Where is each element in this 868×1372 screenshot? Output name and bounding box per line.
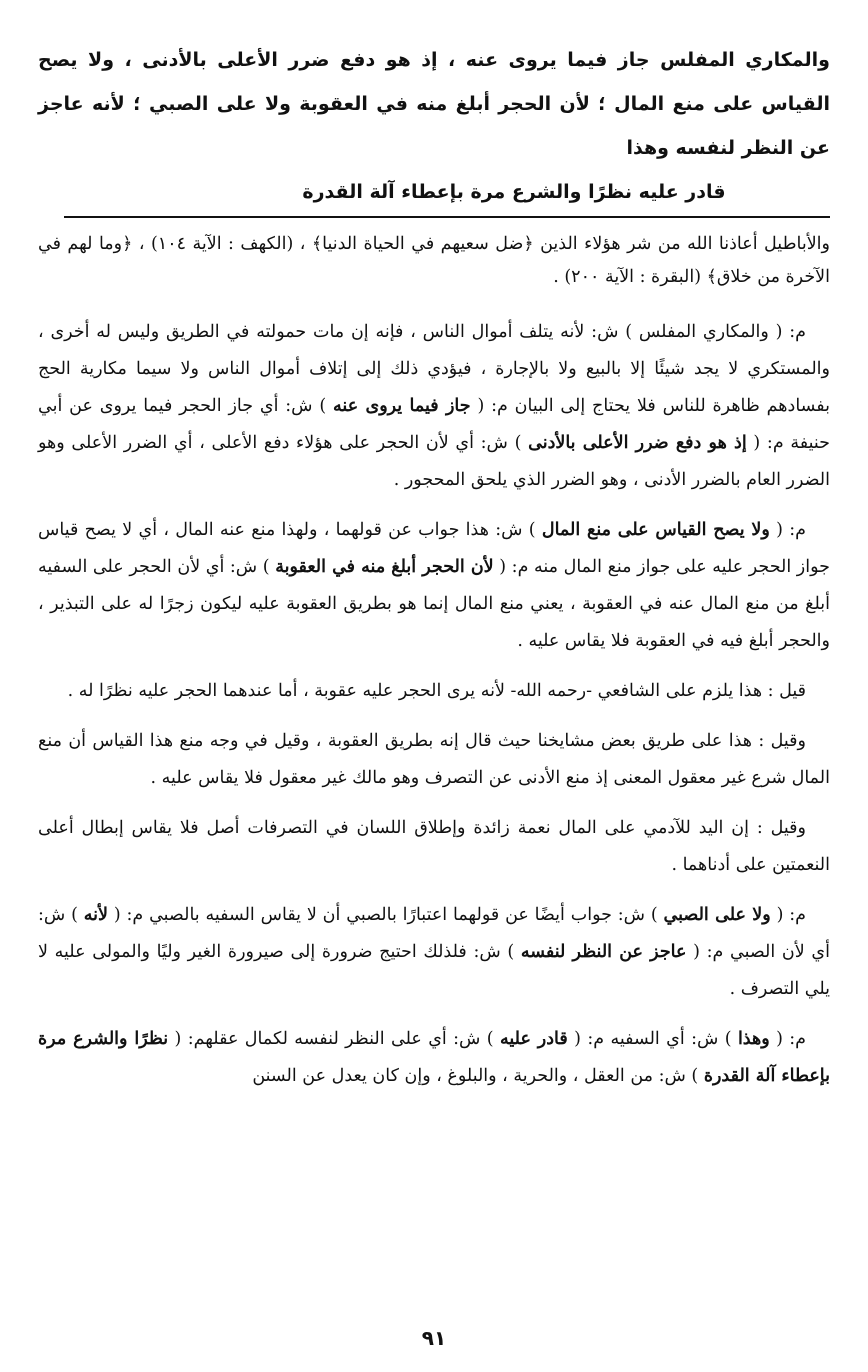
main-text-body: والمكاري المفلس جاز فيما يروى عنه ، إذ هو دفع ضرر الأعلى بالأدنى ، ولا يصح القياس على منع المال ؛ لأن الحجر أبلغ منه في العقوبة ولا على الصبي ؛ لأنه عاجز عن النظر لنفسه وهذا bbox=[38, 49, 830, 159]
matn-quote: وهذا bbox=[737, 1029, 770, 1049]
matn-quote: ولا على الصبي bbox=[663, 905, 771, 925]
commentary-text: ) ش: هذا جواب عن قولهما ، ولهذا منع عنه المال ، أي لا يصح قياس جواز الحجر عليه على جواز منع المال منه م: ( bbox=[38, 520, 830, 577]
matn-quote: لأن الحجر أبلغ منه في العقوبة bbox=[275, 557, 494, 577]
page-number: ٩١ bbox=[421, 1326, 447, 1350]
footnote-divider bbox=[64, 216, 830, 218]
commentary-paragraph-1 bbox=[38, 314, 830, 499]
commentary-text: ) ش: أي لأن الصبي م: ( bbox=[38, 905, 830, 962]
commentary bbox=[38, 314, 830, 1108]
main-text bbox=[38, 38, 830, 214]
commentary-text: ) ش: أي جاز الحجر فيما يروى عن أبي حنيفة م: ( bbox=[38, 396, 830, 453]
commentary-text: ) ش: أي السفيه م: ( bbox=[574, 1029, 732, 1049]
commentary-text: ) ش: فلذلك احتيج ضرورة إلى صيرورة الغير وليًا والمولى عليه لا يلي التصرف . bbox=[38, 942, 830, 999]
matn-quote: قادر عليه bbox=[500, 1029, 568, 1049]
commentary-text: م: ( والمكاري المفلس ) ش: لأنه يتلف أموال الناس ، فإنه إن مات حمولته في الطريق وليس له أخرى ، والمستكري لا يجد شيئًا إلا بالبيع ولا بالإجارة ، فيؤدي ذلك إلى إتلاف أموال الناس ولا سيما مكارية الحج بفسادهم ظاهرة للناس فلا يحتاج إلى البيان م: ( bbox=[38, 322, 830, 416]
matn-quote: ولا يصح القياس على منع المال bbox=[541, 520, 770, 540]
commentary-paragraph-7 bbox=[38, 1021, 830, 1095]
book-page bbox=[38, 38, 830, 1350]
matn-quote: لأنه bbox=[83, 905, 108, 925]
commentary-paragraph-5: وقيل : إن اليد للآدمي على المال نعمة زائدة وإطلاق اللسان في التصرفات أصل فلا يقاس إبطال أعلى النعمتين على أدناهما . bbox=[38, 818, 830, 875]
commentary-text: م: ( bbox=[776, 905, 806, 925]
commentary-text: م: ( bbox=[776, 520, 806, 540]
commentary-paragraph-3: قيل : هذا يلزم على الشافعي -رحمه الله- لأنه يرى الحجر عليه عقوبة ، أما عندهما الحجر عليه نظرًا له . bbox=[67, 681, 806, 701]
commentary-paragraph-2 bbox=[38, 512, 830, 660]
commentary-text: ) ش: أي لأن الحجر على السفيه أبلغ من منع المال عنه في العقوبة ، يعني منع المال إنما هو بطريق العقوبة عليه ليكون زجرًا له على التبذير ، والحجر أبلغ فيه في العقوبة فلا يقاس عليه . bbox=[38, 557, 830, 651]
matn-quote: جاز فيما يروى عنه bbox=[333, 396, 471, 416]
commentary-text: م: ( bbox=[776, 1029, 806, 1049]
commentary-text: ) ش: جواب أيضًا عن قولهما اعتبارًا بالصبي أن لا يقاس السفيه بالصبي م: ( bbox=[113, 905, 658, 925]
matn-quote: نظرًا والشرع مرة بإعطاء آلة القدرة bbox=[38, 1029, 830, 1086]
commentary-text: ) ش: من العقل ، والحرية ، والبلوغ ، وإن كان يعدل عن السنن bbox=[252, 1066, 699, 1086]
commentary-paragraph-4: وقيل : هذا على طريق بعض مشايخنا حيث قال إنه بطريق العقوبة ، وقيل في وجه منع هذا القياس أن منع المال شرع غير معقول المعنى إذ منع الأدنى عن التصرف وهو مالك غير معقول فلا يقاس عليه . bbox=[38, 731, 830, 788]
footnote: والأباطيل أعاذنا الله من شر هؤلاء الذين ﴿ضل سعيهم في الحياة الدنيا﴾ ، (الكهف : الآية ١٠٤) ، ﴿وما لهم في الآخرة من خلاق﴾ (البقرة : الآية ٢٠٠) . bbox=[38, 234, 830, 287]
main-text-last-line: قادر عليه نظرًا والشرع مرة بإعطاء آلة القدرة bbox=[302, 181, 726, 203]
matn-quote: عاجز عن النظر لنفسه bbox=[520, 942, 687, 962]
commentary-text: ) ش: أي على النظر لنفسه لكمال عقلهم: ( bbox=[174, 1029, 494, 1049]
matn-quote: إذ هو دفع ضرر الأعلى بالأدنى bbox=[528, 433, 747, 453]
commentary-text: ) ش: أي لأن الحجر على هؤلاء دفع الأعلى ، أي الضرر الأعلى وهو الضرر العام بالضرر الأدنى ، وهو الضرر الذي يلحق المحجور . bbox=[38, 433, 830, 490]
commentary-paragraph-6 bbox=[38, 897, 830, 1008]
